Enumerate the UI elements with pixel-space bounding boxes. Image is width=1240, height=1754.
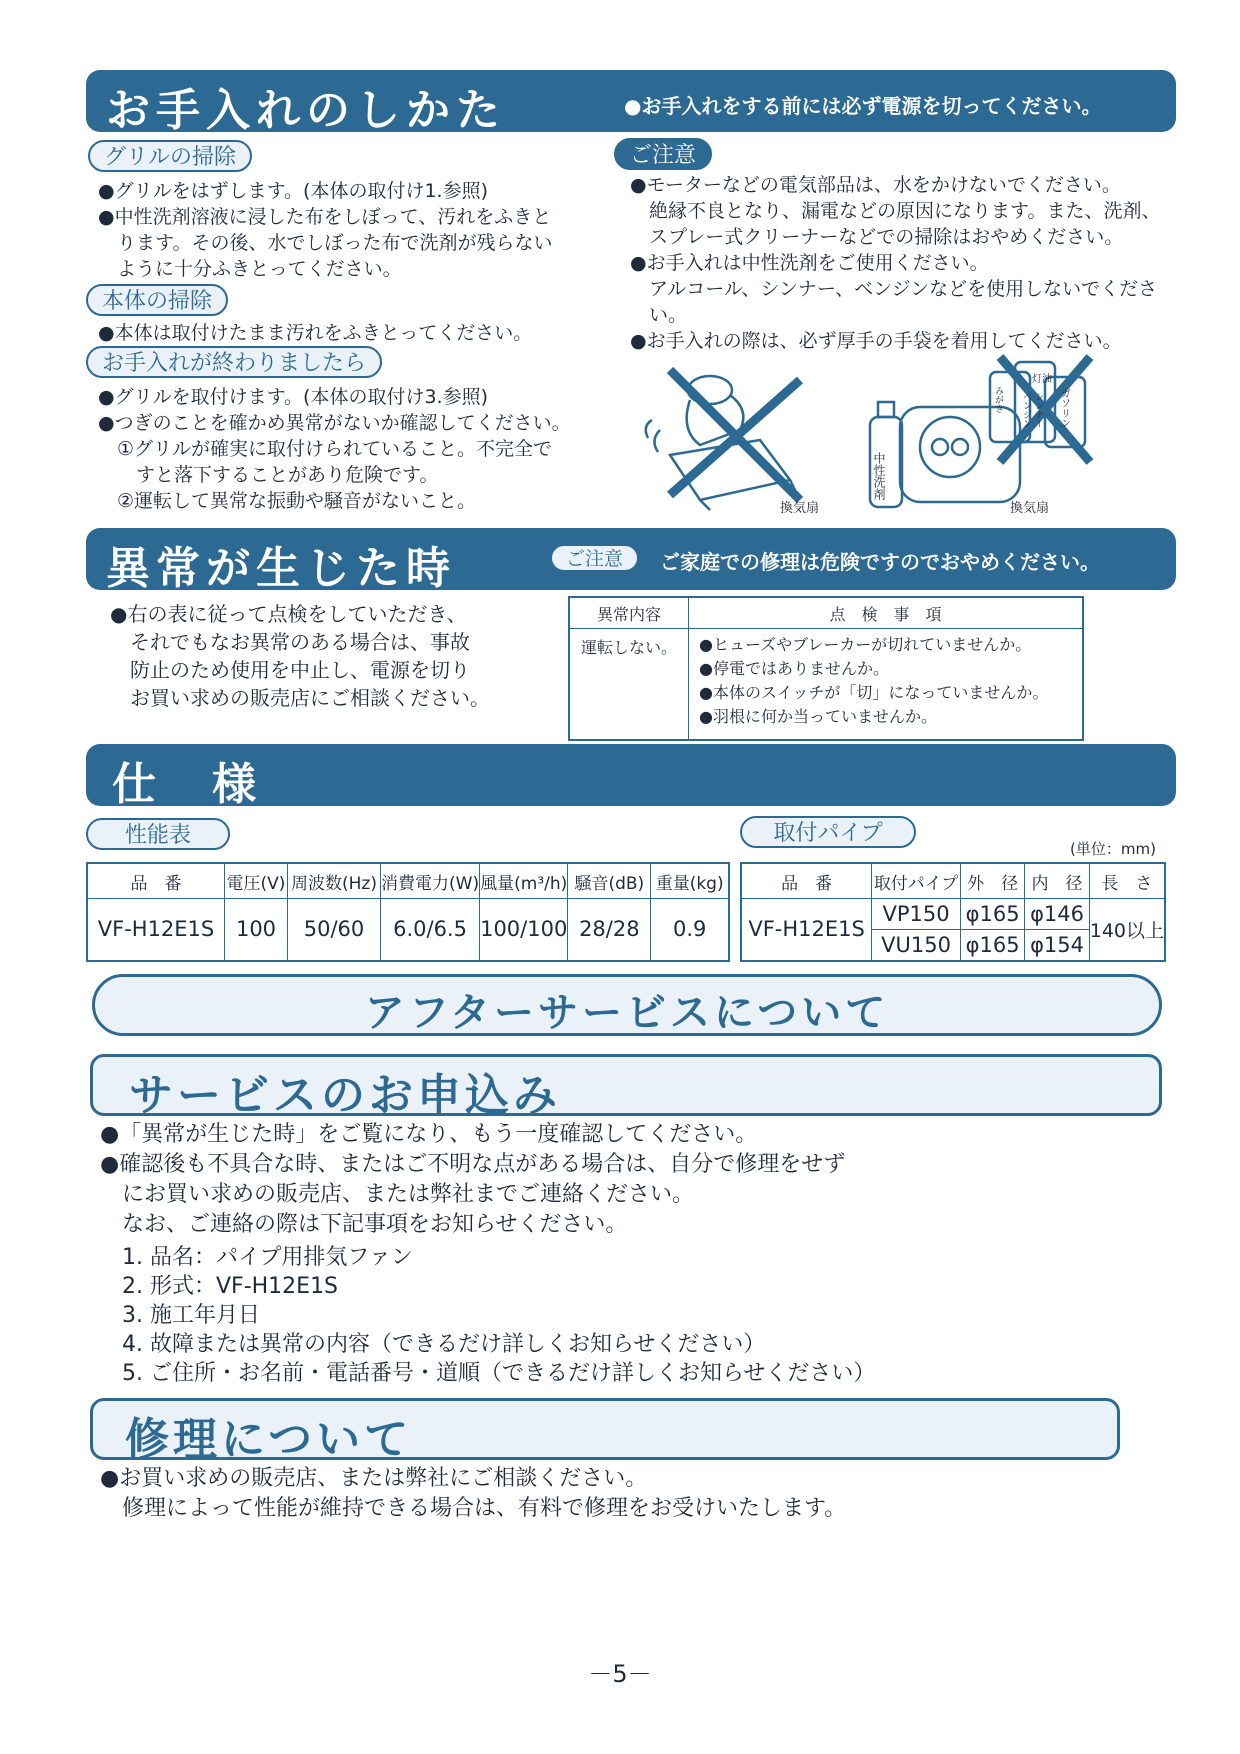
care-note: ●お手入れをする前には必ず電源を切ってください。: [624, 94, 1102, 118]
trouble-header-checks: 点 検 事 項: [689, 597, 1084, 629]
caution-line: ●お手入れは中性洗剤をご使用ください。: [630, 252, 989, 274]
trouble-symptom: 運転しない。: [569, 629, 689, 741]
service-item: 1. 品名：パイプ用排気ファン: [100, 1245, 413, 1270]
after-care-line: ●つぎのことを確かめ異常がないか確認してください。: [98, 412, 571, 434]
perf-cell-airflow: 100/100: [480, 899, 568, 961]
perf-header: 騒音(dB): [568, 863, 651, 899]
perf-cell-weight: 0.9: [651, 899, 729, 961]
spec-banner: [86, 744, 1176, 810]
care-caution-heading: ご注意: [614, 138, 712, 170]
after-service-banner: [92, 974, 1162, 1036]
page-number: －5－: [588, 1660, 652, 1688]
body-line: ●本体は取付けたまま汚れをふきとってください。: [98, 322, 533, 344]
perf-cell-voltage: 100: [225, 899, 288, 961]
trouble-line: ●右の表に従って点検をしていただき、: [110, 602, 467, 626]
trouble-checks: [689, 629, 1084, 741]
unit-note: (単位：mm): [1070, 840, 1156, 858]
pipe-cell-inner: φ146: [1025, 899, 1089, 930]
pipe-table: [740, 862, 1166, 962]
trouble-caution-text: ご家庭での修理は危険ですのでおやめください。: [660, 550, 1100, 574]
perf-header: 周波数(Hz): [288, 863, 381, 899]
perf-header: 風量(m³/h): [480, 863, 568, 899]
pipe-cell-type: VU150: [872, 930, 961, 961]
pipe-cell-model: VF-H12E1S: [741, 899, 872, 961]
pipe-heading: 取付パイプ: [740, 816, 916, 848]
pipe-header: 内 径: [1025, 863, 1089, 899]
body-heading: 本体の掃除: [86, 284, 228, 316]
trouble-line: それでもなお異常のある場合は、事故: [110, 630, 470, 654]
no-water-illustration: [640, 360, 840, 518]
perf-header: 重量(kg): [651, 863, 729, 899]
service-item: 4. 故障または異常の内容（できるだけ詳しくお知らせください）: [100, 1332, 766, 1357]
perf-heading: 性能表: [86, 818, 230, 850]
fan-label-1: 換気扇: [780, 501, 820, 516]
trouble-caution-badge: ご注意: [550, 544, 639, 572]
service-item: 5. ご住所・お名前・電話番号・道順（できるだけ詳しくお知らせください）: [100, 1361, 876, 1386]
check-item: ●羽根に何か当っていませんか。: [699, 707, 937, 726]
service-request-title: サービスのお申込み: [129, 1070, 561, 1121]
service-line: ●「異常が生じた時」をご覧になり、もう一度確認してください。: [100, 1122, 758, 1147]
bottle-label-benzine: ベンジン: [1021, 392, 1031, 428]
perf-header: 消費電力(W): [381, 863, 480, 899]
trouble-line: 防止のため使用を中止し、電源を切り: [110, 658, 470, 682]
bottle-label-gasoline: ガソリン: [1058, 388, 1070, 428]
caution-line: 絶縁不良となり、漏電などの原因になります。また、洗剤、: [630, 200, 1161, 222]
after-service-title: アフターサービスについて: [364, 990, 890, 1036]
grill-line: ります。その後、水でしぼった布で洗剤が残らない: [98, 232, 553, 254]
pipe-cell-outer: φ165: [960, 930, 1024, 961]
caution-line: アルコール、シンナー、ベンジンなどを使用しないでくださ: [630, 278, 1158, 300]
perf-header: 品 番: [87, 863, 225, 899]
spec-title: 仕 様: [112, 759, 262, 810]
trouble-table: [568, 596, 1084, 741]
service-request-banner: [90, 1054, 1162, 1121]
caution-line: スプレー式クリーナーなどでの掃除はおやめください。: [630, 226, 1124, 248]
perf-header: 電圧(V): [225, 863, 288, 899]
bottle-label-kerosene: 灯油: [1032, 374, 1052, 385]
grill-line: ●グリルをはずします。(本体の取付け1.参照): [98, 180, 489, 202]
care-title: お手入れのしかた: [106, 85, 506, 136]
repair-line: 修理によって性能が維持できる場合は、有料で修理をお受けいたします。: [100, 1496, 847, 1521]
grill-heading: グリルの掃除: [88, 140, 252, 172]
after-care-line: すと落下することがあり危険です。: [98, 464, 439, 486]
repair-title: 修理について: [125, 1414, 413, 1465]
perf-cell-power: 6.0/6.5: [381, 899, 480, 961]
grill-line: ように十分ふきとってください。: [98, 258, 402, 280]
repair-line: ●お買い求めの販売店、または弊社にご相談ください。: [100, 1466, 648, 1491]
pipe-header: 長 さ: [1089, 863, 1165, 899]
care-banner: [86, 70, 1176, 136]
perf-cell-frequency: 50/60: [288, 899, 381, 961]
bottle-label-thinner: シンナー: [1033, 392, 1043, 428]
pipe-header: 外 径: [960, 863, 1024, 899]
caution-line: い。: [630, 304, 688, 326]
detergent-label: 中性洗剤: [872, 452, 886, 500]
pipe-header: 取付パイプ: [872, 863, 961, 899]
pipe-cell-type: VP150: [872, 899, 961, 930]
repair-banner: [90, 1398, 1120, 1465]
pipe-header: 品 番: [741, 863, 872, 899]
check-item: ●ヒューズやブレーカーが切れていませんか。: [699, 635, 1032, 654]
after-care-line: ①グリルが確実に取付けられていること。不完全で: [98, 438, 553, 460]
fan-label-2: 換気扇: [1010, 501, 1050, 516]
after-care-heading: お手入れが終わりましたら: [86, 346, 382, 378]
trouble-header-symptom: 異常内容: [569, 597, 689, 629]
service-line: にお買い求めの販売店、または弊社までご連絡ください。: [100, 1182, 695, 1207]
no-solvent-illustration: [860, 352, 1100, 518]
pipe-cell-outer: φ165: [960, 899, 1024, 930]
caution-line: ●お手入れの際は、必ず厚手の手袋を着用してください。: [630, 330, 1122, 352]
trouble-title: 異常が生じた時: [106, 543, 456, 594]
pipe-cell-length: 140以上: [1089, 899, 1165, 961]
perf-cell-model: VF-H12E1S: [87, 899, 225, 961]
service-line: ●確認後も不具合な時、またはご不明な点がある場合は、自分で修理をせず: [100, 1152, 846, 1177]
after-care-line: ②運転して異常な振動や騒音がないこと。: [98, 490, 477, 512]
perf-cell-noise: 28/28: [568, 899, 651, 961]
after-care-line: ●グリルを取付けます。(本体の取付け3.参照): [98, 386, 489, 408]
grill-line: ●中性洗剤溶液に浸した布をしぼって、汚れをふきと: [98, 206, 552, 228]
pipe-cell-inner: φ154: [1025, 930, 1089, 961]
caution-line: ●モーターなどの電気部品は、水をかけないでください。: [630, 174, 1121, 196]
check-item: ●本体のスイッチが「切」になっていませんか。: [699, 683, 1049, 702]
service-item: 3. 施工年月日: [100, 1303, 260, 1328]
service-line: なお、ご連絡の際は下記事項をお知らせください。: [100, 1212, 628, 1237]
service-item: 2. 形式：VF-H12E1S: [100, 1274, 339, 1299]
check-item: ●停電ではありませんか。: [699, 659, 889, 678]
bottle-label-polish: みがき: [993, 386, 1003, 413]
trouble-line: お買い求めの販売店にご相談ください。: [110, 686, 490, 710]
trouble-banner: [86, 528, 1176, 594]
performance-table: [86, 862, 730, 962]
